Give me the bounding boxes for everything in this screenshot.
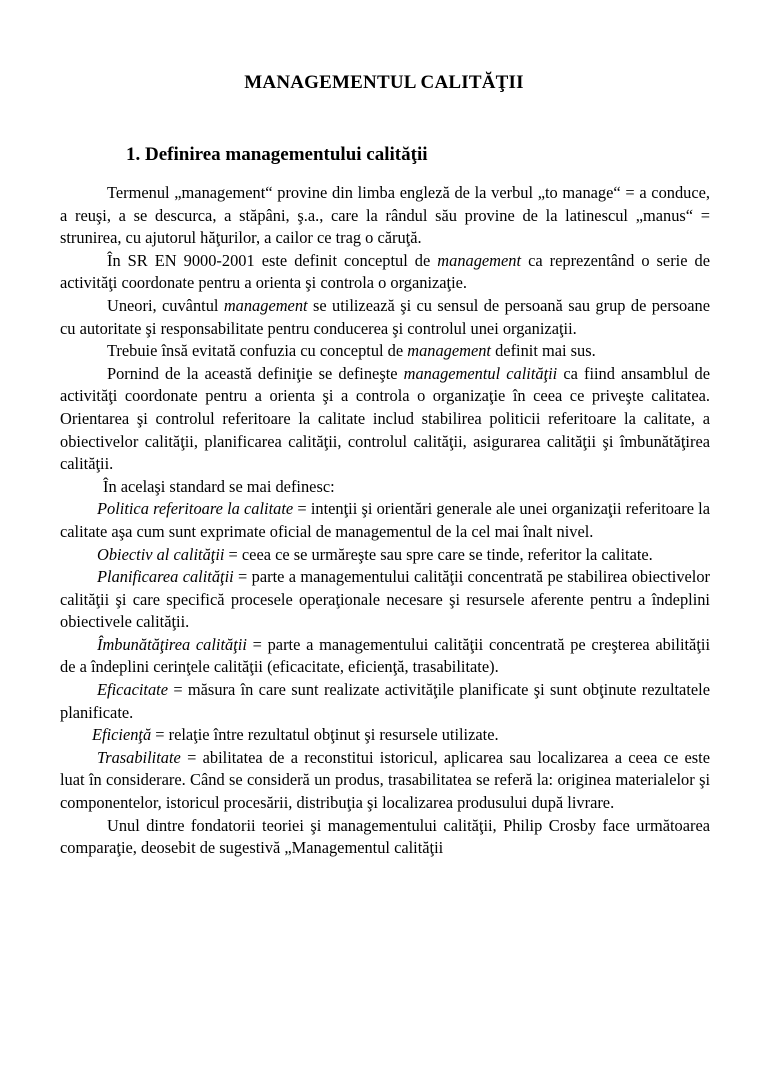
- definition-effectiveness: Eficacitate = măsura în care sunt realizate activităţile planificate şi sunt obţinute rezultatele planificate.: [60, 680, 710, 722]
- definition-term: Planificarea calităţii: [97, 567, 234, 587]
- definition-quality-objective: Obiectiv al calităţii = ceea ce se urmăreşte sau spre care se tinde, referitor la calitate.: [97, 544, 653, 564]
- paragraph-standard-defines: În acelaşi standard se mai definesc:: [103, 476, 335, 496]
- paragraph-crosby: Unul dintre fondatorii teoriei şi managementului calităţii, Philip Crosby face următoarea comparaţie, deosebit de sugestivă „Managementul calităţii: [60, 815, 710, 858]
- document-title: MANAGEMENTUL CALITĂŢII: [244, 72, 524, 93]
- definition-term: Trasabilitate: [97, 747, 181, 767]
- definition-term: Eficacitate: [97, 680, 168, 700]
- paragraph-management-origin: Termenul „management“ provine din limba engleză de la verbul „to manage“ = a conduce, a reuşi, a se descurca, a stăpâni, ş.a., care la rândul său provine de la latinescul „manus“ = strunirea, cu ajutorul hăţurilor, a cailor ce trag o căruţă.: [60, 183, 710, 248]
- paragraph-avoid-confusion: Trebuie însă evitată confuzia cu conceptul de management definit mai sus.: [107, 341, 596, 361]
- definition-quality-planning: Planificarea calităţii = parte a managementului calităţii concentrată pe stabilirea obiectivelor calităţii şi care specifică procesele operaţionale necesare şi resursele aferente pentru a îndeplini obiectivele calităţii.: [60, 567, 710, 632]
- definition-quality-improvement: Îmbunătăţirea calităţii = parte a managementului calităţii concentrată pe creşterea abilităţii de a îndeplini cerinţele calităţii (eficacitate, eficienţă, trasabilitate).: [60, 634, 710, 677]
- definition-traceability: Trasabilitate = abilitatea de a reconstitui istoricul, aplicarea sau localizarea a ceea ce este luat în considerare. Când se consideră un produs, trasabilitatea se referă la: originea materialelor şi componentelor, istoricul procesării, distribuţia şi localizarea produsului după livrare.: [60, 747, 710, 813]
- definition-term: Politica referitoare la calitate: [97, 499, 294, 519]
- paragraph-management-person: Uneori, cuvântul management se utilizează şi cu sensul de persoană sau grup de persoane cu autoritate şi responsabilitate pentru conducerea şi controlul unei organizaţii.: [60, 295, 710, 338]
- definition-efficiency: Eficienţă = relaţie între rezultatul obţinut şi resursele utilizate.: [92, 725, 499, 745]
- paragraph-sr-en-definition: În SR EN 9000-2001 este definit conceptul de management ca reprezentând o serie de activităţi coordonate pentru a orienta şi controla o organizaţie.: [60, 250, 710, 293]
- section-heading: 1. Definirea managementului calităţii: [126, 144, 428, 165]
- document-body: [60, 182, 710, 860]
- definition-term: Obiectiv al calităţii: [97, 544, 225, 564]
- definition-term: Îmbunătăţirea calităţii: [97, 634, 247, 654]
- definition-term: Eficienţă: [92, 725, 152, 745]
- paragraph-quality-management-definition: Pornind de la această definiţie se defineşte managementul calităţii ca fiind ansamblul de activităţi coordonate pentru a orienta şi a controla o organizaţie în ceea ce priveşte calitatea. Orientarea şi controlul referitoare la calitate includ stabilirea politicii referitoare la calitate, a obiectivelor calităţii, planificarea calităţii, controlul calităţii, asigurarea calităţii şi îmbunătăţirea calităţii.: [60, 363, 710, 474]
- definition-quality-policy: Politica referitoare la calitate = intenţii şi orientări generale ale unei organizaţii referitoare la calitate aşa cum sunt exprimate oficial de managementul de la cel mai înalt nivel.: [60, 499, 710, 541]
